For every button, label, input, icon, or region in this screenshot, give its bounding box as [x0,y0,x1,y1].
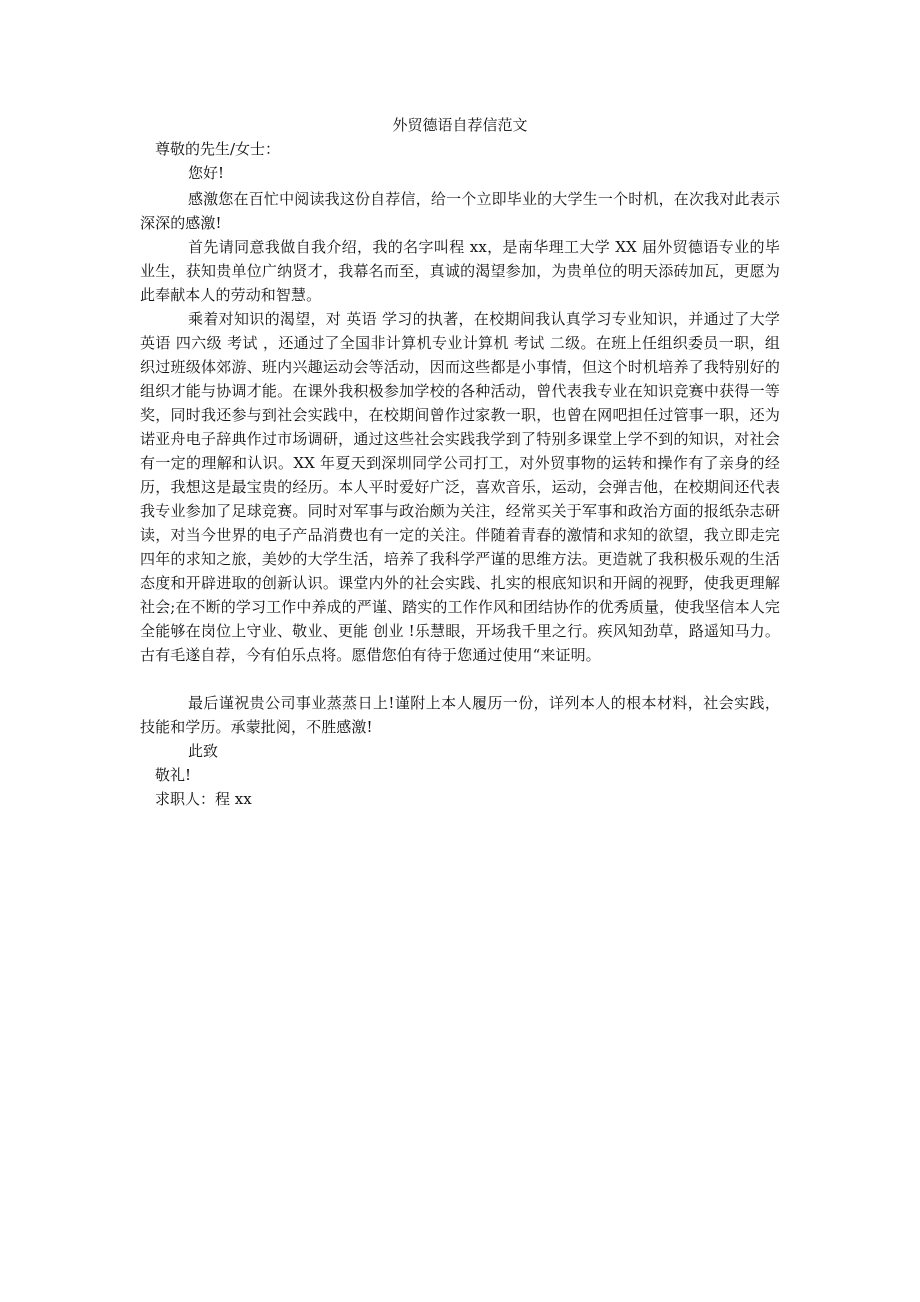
regards: 敬礼! [155,766,192,784]
body-paragraph-experience: 乘着对知识的渴望，对 英语 学习的执著，在校期间我认真学习专业知识，并通过了大学 英语 四六级 考试 ，还通过了全国非计算机专业计算机 考试 二级。在班上任组织委员一职，组织过班级体郊游、班内兴趣运动会等活动，因而这些都是小事情，但这个时机培养了我特别好的组织才能与协调才能。在课外我积极参加学校的各种活动，曾代表我专业在知识竞赛中获得一等奖，同时我还参与到社会实践中，在校期间曾作过家教一职，也曾在网吧担任过管事一职，还为诺亚舟电子辞典作过市场调研，通过这些社会实践我学到了特别多课堂上学不到的知识，对社会有一定的理解和认识。XX 年夏天到深圳同学公司打工，对外贸事物的运转和操作有了亲身的经历，我想这是最宝贵的经历。本人平时爱好广泛，喜欢音乐，运动，会弹吉他，在校期间还代表我专业参加了足球竞赛。同时对军事与政治颇为关注，经常买关于军事和政治方面的报纸杂志研读，对当今世界的电子产品消费也有一定的关注。伴随着青春的激情和求知的欲望，我立即走完四年的求知之旅，美妙的大学生活，培养了我科学严谨的思维方法。更造就了我积极乐观的生活态度和开辟进取的创新认识。课堂内外的社会实践、扎实的根底知识和开阔的视野，使我更理解社会;在不断的学习工作中养成的严谨、踏实的工作作风和团结协作的优秀质量，使我坚信本人完全能够在岗位上守业、敬业、更能 创业 !乐慧眼，开场我千里之行。疾风知劲草，路遥知马力。古有毛遂自荐，今有伯乐点将。愿借您伯有待于您通过使用“来证明。 [140,310,780,664]
body-paragraph-closing: 最后谨祝贵公司事业蒸蒸日上!谨附上本人履历一份，详列本人的根本材料，社会实践，技能和学历。承蒙批阅，不胜感激! [140,694,780,736]
body-paragraph-introduction: 首先请同意我做自我介绍，我的名字叫程 xx，是南华理工大学 XX 届外贸德语专业的毕业生，获知贵单位广纳贤才，我幕名而至，真诚的渴望参加，为贵单位的明天添砖加瓦，更愿为此奉献本人的劳动和智慧。 [140,238,780,304]
signature: 求职人：程 xx [155,790,252,808]
closing-line: 此致 [188,742,219,760]
document-title: 外贸德语自荐信范文 [392,116,528,134]
salutation: 尊敬的先生/女士： [155,140,281,158]
body-paragraph-thanks: 感激您在百忙中阅读我这份自荐信，给一个立即毕业的大学生一个时机，在次我对此表示深深的感激! [140,190,780,232]
greeting: 您好! [188,164,225,182]
